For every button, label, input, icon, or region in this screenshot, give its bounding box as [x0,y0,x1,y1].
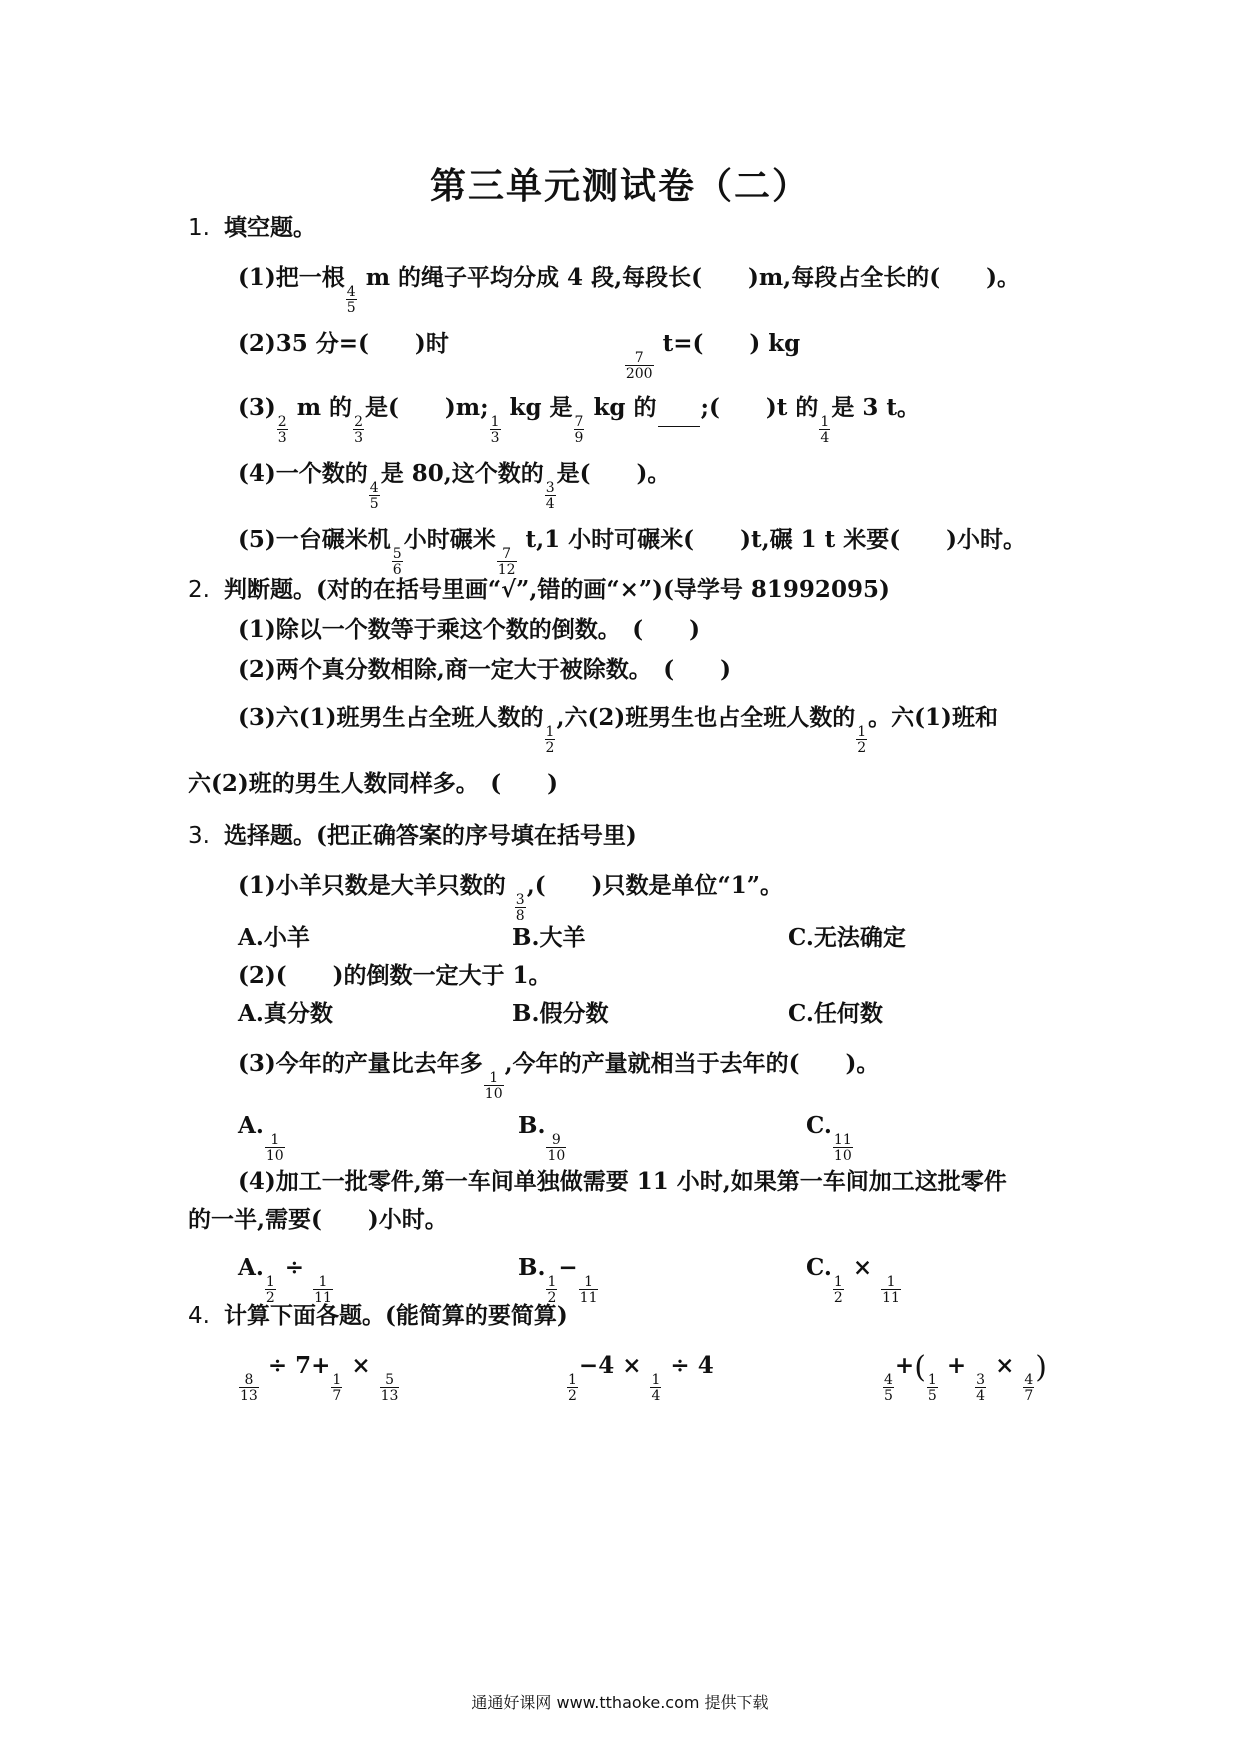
operator: − [558,1254,578,1281]
numerator: 7 [574,414,584,430]
text: ,六(2)班男生也占全班人数的 [556,704,856,731]
denominator: 10 [484,1086,503,1102]
fraction [490,415,501,445]
fraction [346,285,357,315]
fraction [833,1133,853,1163]
section-number: 4. [188,1303,210,1329]
denominator: 10 [547,1148,566,1164]
text: ÷ 4 [662,1352,714,1379]
denominator: 5 [346,300,356,316]
fraction [881,1275,901,1305]
denominator: 2 [833,1290,843,1306]
numerator: 1 [833,1274,843,1290]
denominator: 200 [625,366,653,382]
q3-option-c[interactable] [806,1108,854,1163]
numerator: 4 [884,1372,893,1388]
section-1-heading [188,210,316,246]
section-title: 填空题。 [223,214,316,241]
section-title: 计算下面各题。(能简算的要简算) [223,1302,568,1329]
denominator: 5 [369,496,379,512]
fraction [856,725,867,755]
text: ,今年的产量就相当于去年的( )。 [504,1050,880,1077]
q3-option-a[interactable] [238,1108,286,1163]
close-paren: ) [1035,1350,1047,1385]
q1-item-3 [238,390,920,445]
q2-item-2: (2)两个真分数相除,商一定大于被除数。 ( ) [238,656,732,683]
text: × [987,1352,1023,1379]
fraction [331,1373,342,1403]
fraction [545,481,556,511]
section-number: 1. [188,215,210,241]
blank-numerator [658,413,700,426]
q3-option-a[interactable]: A.小羊 [238,924,310,951]
q1-item-5 [238,522,1026,577]
text: + [938,1352,975,1379]
numerator: 2 [354,414,363,430]
section-title: 选择题。(把正确答案的序号填在括号里) [223,822,637,849]
text: (3) [238,394,276,421]
q3-option-a[interactable]: A.真分数 [238,1000,333,1027]
option-label: B. [518,1112,546,1139]
text: × [343,1352,379,1379]
denominator: 8 [515,908,525,924]
q1-item-2 [238,326,800,381]
numerator: 5 [385,1372,394,1388]
numerator: 1 [584,1274,594,1290]
section-number: 3. [188,823,210,849]
denominator: 9 [574,430,584,446]
numerator: 5 [392,546,402,562]
numerator: 9 [551,1132,561,1148]
expression-3 [882,1348,1047,1403]
numerator: 1 [547,1274,557,1290]
denominator: 13 [240,1388,258,1404]
operator: × [844,1254,881,1281]
numerator: 1 [489,1070,499,1086]
text: kg 是 [501,394,573,421]
fraction [380,1373,400,1403]
fraction [1023,1373,1034,1403]
denominator: 4 [545,496,555,512]
fraction [833,1275,844,1305]
numerator: 4 [1024,1372,1034,1388]
text: t=( ) kg [654,330,801,357]
section-2-heading [188,572,890,608]
q1-item-1 [238,260,1020,315]
q3-option-c[interactable]: C.无法确定 [788,924,906,951]
denominator: 2 [545,740,555,756]
text: (2)35 分=( )时 [238,330,449,357]
blank-denominator [658,426,700,441]
text: 小时碾米 [403,526,496,553]
numerator: 3 [545,480,555,496]
fraction [975,1373,986,1403]
q3-item-2: (2)( )的倒数一定大于 1。 [238,962,552,989]
text: 是 3 t。 [831,394,920,421]
text: 是( )m; [364,394,489,421]
q3-option-c[interactable]: C.任何数 [788,1000,883,1027]
q3-option-a[interactable] [238,1250,334,1305]
fraction [819,415,830,445]
numerator: 4 [369,480,379,496]
fraction [579,1275,599,1305]
fraction [545,725,556,755]
numerator: 7 [502,546,512,562]
text: + [894,1352,915,1379]
q3-item-4-cont: 的一半,需要( )小时。 [188,1206,448,1233]
q1-item-4 [238,456,670,511]
fraction [883,1373,894,1403]
section-3-heading [188,818,637,854]
denominator: 4 [820,430,830,446]
text: ÷ 7+ [259,1352,331,1379]
numerator: 1 [318,1274,328,1290]
fraction [650,1373,661,1403]
numerator: 1 [568,1372,577,1388]
denominator: 5 [927,1388,937,1404]
option-label: B. [518,1254,546,1281]
denominator: 7 [1024,1388,1034,1404]
fraction [239,1373,259,1403]
text: −4 × [578,1352,650,1379]
text: ,( )只数是单位“1”。 [526,872,783,899]
q3-option-b[interactable] [518,1108,567,1163]
fraction [369,481,380,511]
text: (3)六(1)班男生占全班人数的 [238,704,544,731]
numerator: 1 [270,1132,280,1148]
open-paren: ( [914,1350,926,1385]
fraction [515,893,526,923]
option-label: C. [806,1254,832,1281]
section-4-heading [188,1298,568,1334]
text: kg 的 [585,394,657,421]
text: m 的绳子平均分成 4 段,每段长( )m,每段占全长的( )。 [357,264,1020,291]
numerator: 1 [490,414,500,430]
q2-item-1: (1)除以一个数等于乘这个数的倒数。 ( ) [238,616,701,643]
q3-option-b[interactable]: B.假分数 [512,1000,609,1027]
denominator: 10 [265,1148,284,1164]
numerator: 1 [265,1274,275,1290]
denominator: 3 [490,430,500,446]
numerator: 3 [976,1372,986,1388]
numerator: 1 [886,1274,896,1290]
denominator: 3 [277,430,287,446]
footer-credit: 通通好课网 www.tthaoke.com 提供下载 [471,1693,769,1712]
page-title: 第三单元测试卷（二） [429,166,810,207]
fraction [265,1133,285,1163]
denominator: 2 [265,1290,275,1306]
numerator: 11 [833,1132,852,1148]
denominator: 2 [857,740,867,756]
fraction [484,1071,504,1101]
fraction [625,351,654,381]
q3-option-c[interactable] [806,1250,902,1305]
option-label: C. [806,1112,832,1139]
text: 是( )。 [556,460,671,487]
numerator: 2 [277,414,287,430]
expression-2 [566,1348,714,1403]
section-title: 判断题。(对的在括号里画“√”,错的画“×”)(导学号 81992095) [223,576,890,603]
text: ;( )t 的 [700,394,819,421]
text: (3)今年的产量比去年多 [238,1050,483,1077]
denominator: 7 [332,1388,342,1404]
numerator: 4 [346,284,356,300]
fraction [546,1133,566,1163]
numerator: 8 [244,1372,254,1388]
fraction [567,1373,578,1403]
numerator: 1 [651,1372,661,1388]
option-label: A. [238,1112,264,1139]
numerator: 1 [820,414,830,430]
denominator: 11 [882,1290,900,1306]
q3-option-b[interactable]: B.大羊 [512,924,586,951]
text: t,1 小时可碾米( )t,碾 1 t 米要( )小时。 [517,526,1026,553]
fraction [353,415,364,445]
text: (5)一台碾米机 [238,526,391,553]
denominator: 6 [392,562,402,578]
text: (1)把一根 [238,264,345,291]
denominator: 12 [497,562,516,578]
denominator: 10 [833,1148,852,1164]
denominator: 3 [354,430,363,446]
q3-item-1 [238,868,783,923]
operator: ÷ [276,1254,313,1281]
text: 是 80,这个数的 [380,460,544,487]
numerator: 1 [332,1372,342,1388]
q3-item-3 [238,1046,879,1101]
text: 。六(1)班和 [868,704,998,731]
denominator: 4 [651,1388,661,1404]
section-number: 2. [188,577,210,603]
denominator: 5 [884,1388,893,1404]
denominator: 11 [579,1290,598,1306]
numerator: 1 [927,1372,937,1388]
fraction [574,415,585,445]
denominator: 4 [976,1388,986,1404]
option-label: A. [238,1254,264,1281]
denominator: 11 [314,1290,332,1306]
denominator: 13 [380,1388,399,1404]
fraction [927,1373,938,1403]
fraction [277,415,288,445]
text: (1)小羊只数是大羊只数的 [238,872,514,899]
numerator: 1 [857,724,867,740]
q2-item-3-cont: 六(2)班的男生人数同样多。 ( ) [188,770,559,797]
numerator: 7 [634,350,644,366]
expression-1 [238,1348,400,1403]
numerator: 1 [545,724,555,740]
denominator: 2 [547,1290,557,1306]
text: (4)一个数的 [238,460,368,487]
q3-item-4: (4)加工一批零件,第一车间单独做需要 11 小时,如果第一车间加工这批零件 [238,1168,1007,1195]
q2-item-3 [238,700,998,755]
blank-fraction[interactable] [658,413,700,441]
text: m 的 [288,394,353,421]
q3-option-b[interactable] [518,1250,599,1305]
numerator: 3 [515,892,525,908]
denominator: 2 [568,1388,577,1404]
